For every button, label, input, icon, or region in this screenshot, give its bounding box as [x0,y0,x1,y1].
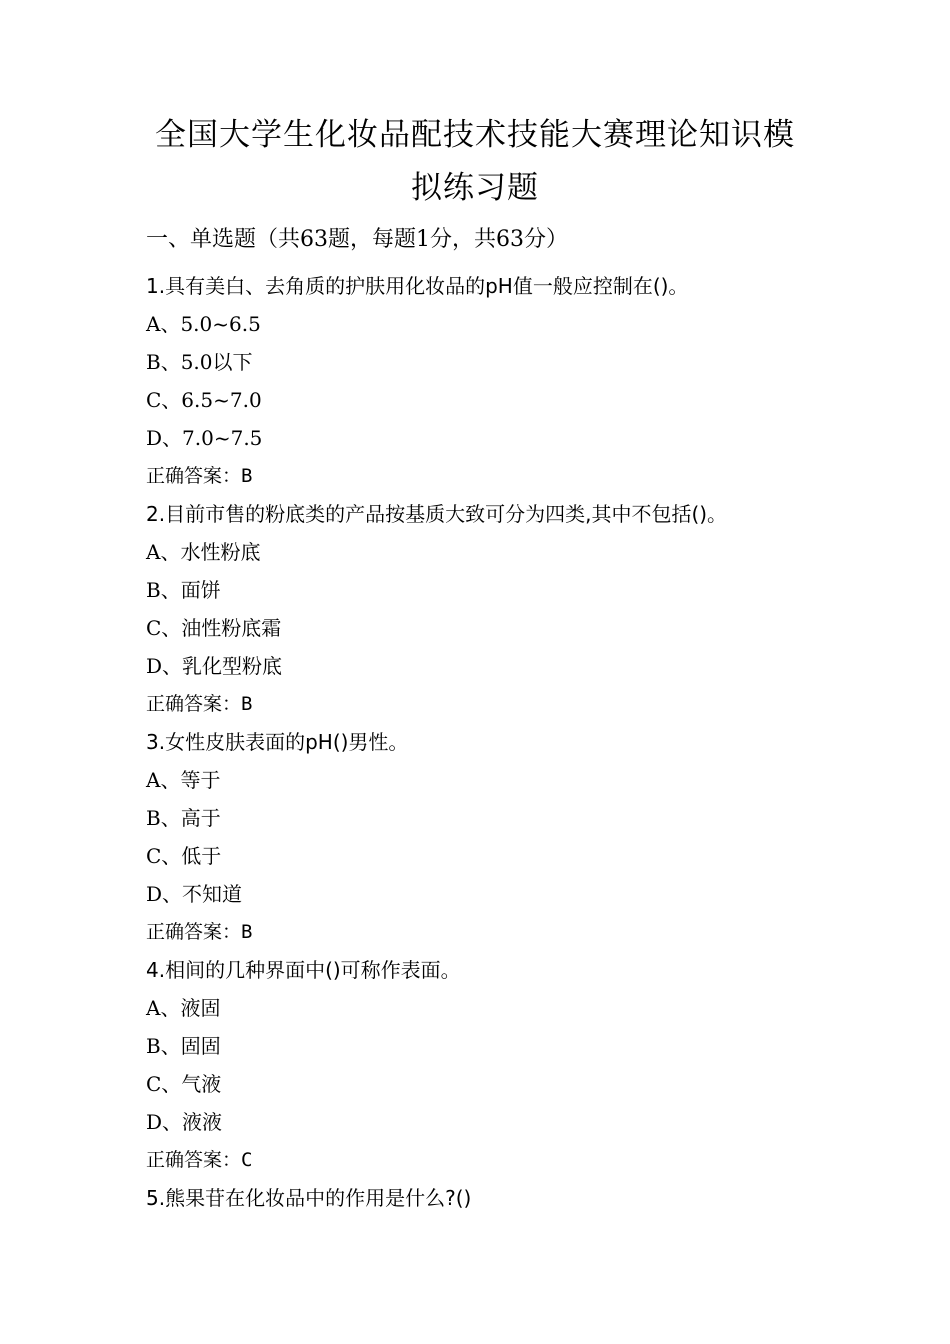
question-4-option-a: A、液固 [146,996,221,1020]
question-4-option-c: C、气液 [146,1072,222,1096]
question-4-answer: 正确答案：C [146,1149,253,1171]
question-2-option-a: A、水性粉底 [146,540,261,564]
document-title-line-1: 全国大学生化妆品配技术技能大赛理论知识模 [155,117,795,153]
question-1-answer: 正确答案：B [146,465,253,487]
question-3-option-a: A、等于 [146,768,221,792]
question-3-option-c: C、低于 [146,844,222,868]
question-1-option-a: A、5.0~6.5 [146,312,261,336]
question-3-text: 3.女性皮肤表面的pH()男性。 [146,730,409,754]
question-4-text: 4.相间的几种界面中()可称作表面。 [146,958,461,982]
question-2-option-d: D、乳化型粉底 [146,654,283,678]
question-3-option-d: D、不知道 [146,882,243,906]
question-5-text: 5.熊果苷在化妆品中的作用是什么?() [146,1186,472,1210]
question-2-option-c: C、油性粉底霜 [146,616,282,640]
question-4-option-b: B、固固 [146,1034,221,1058]
document-title-line-2: 拟练习题 [411,170,539,206]
question-3-option-b: B、高于 [146,806,221,830]
question-4-option-d: D、液液 [146,1110,223,1134]
question-1-option-d: D、7.0~7.5 [146,426,263,450]
question-3-answer: 正确答案：B [146,921,253,943]
question-2-text: 2.目前市售的粉底类的产品按基质大致可分为四类,其中不包括()。 [146,502,728,526]
section-heading: 一、单选题（共63题，每题1分，共63分） [146,227,568,252]
question-1-option-b: B、5.0以下 [146,350,253,374]
question-1-text: 1.具有美白、去角质的护肤用化妆品的pH值一般应控制在()。 [146,274,689,298]
question-2-answer: 正确答案：B [146,693,253,715]
question-1-option-c: C、6.5~7.0 [146,388,262,412]
question-2-option-b: B、面饼 [146,578,221,602]
